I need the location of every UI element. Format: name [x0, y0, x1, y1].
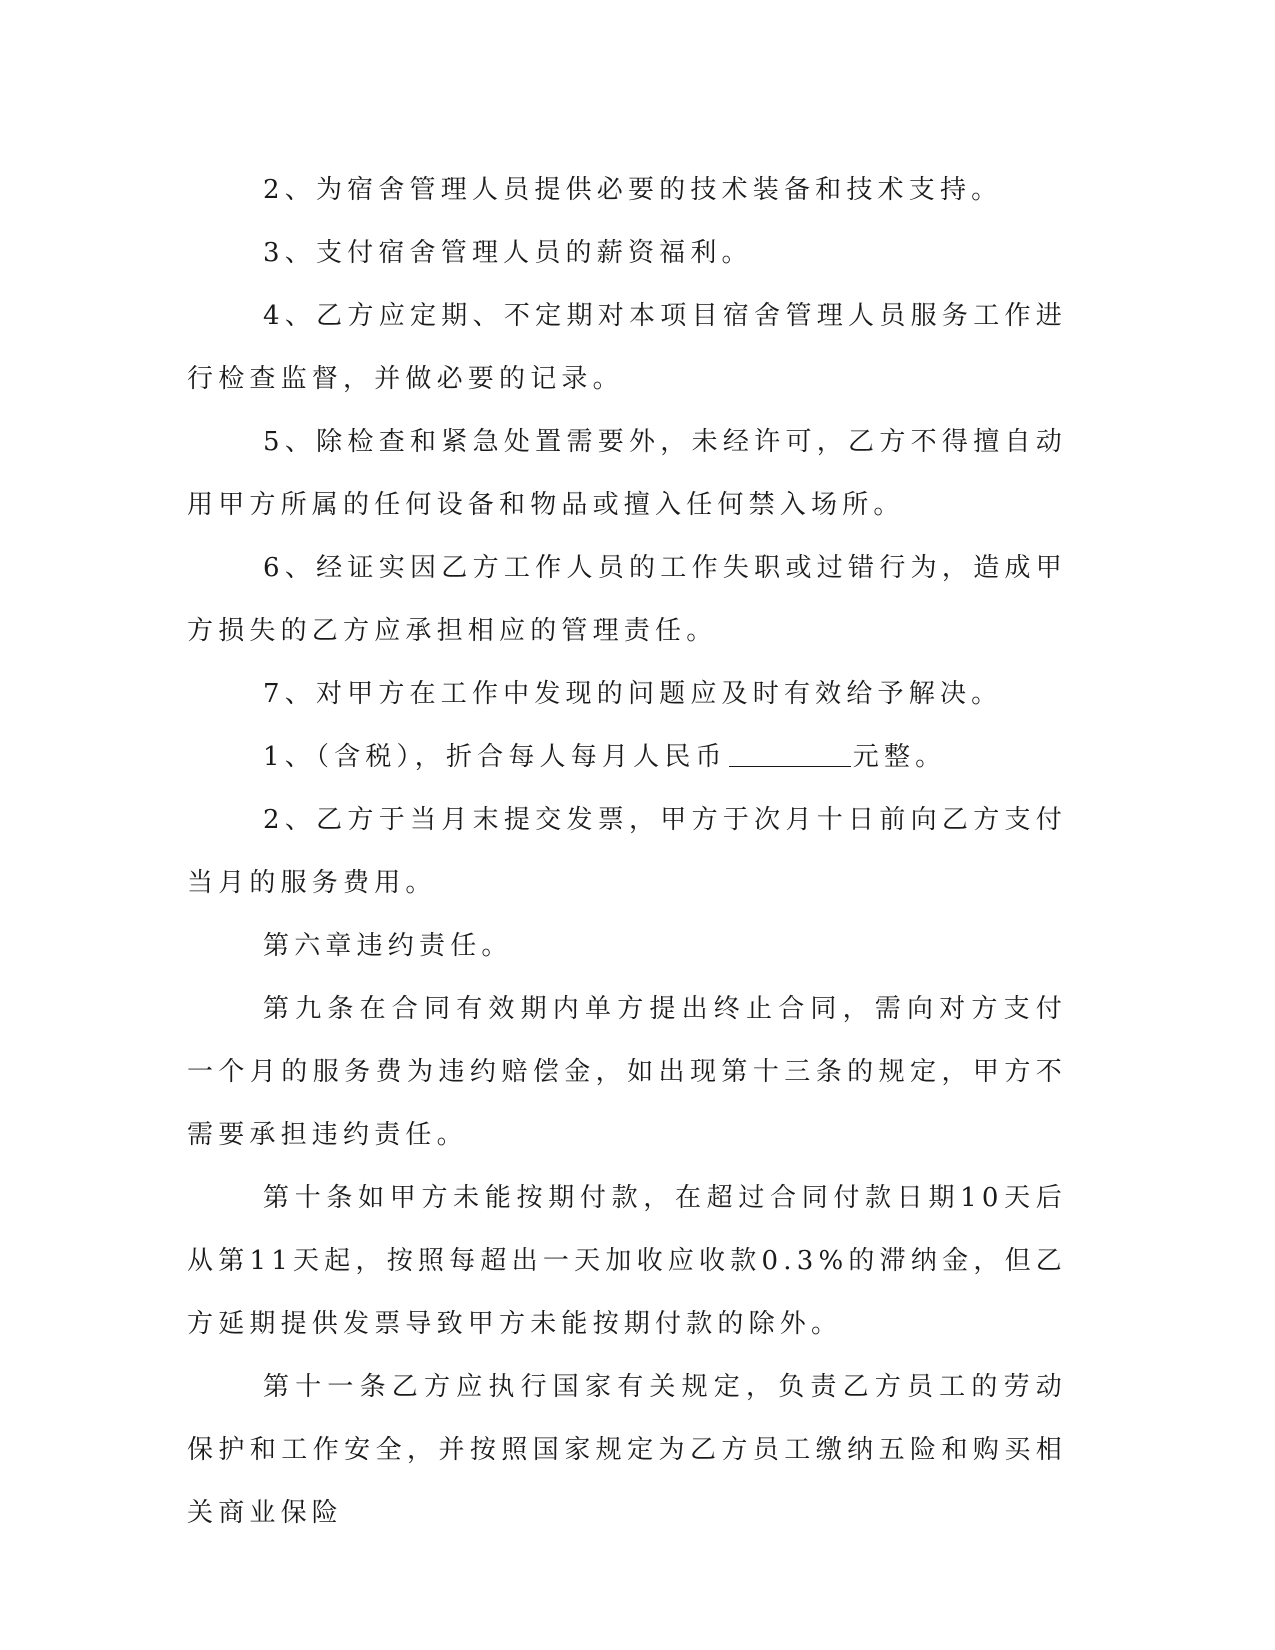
- paragraph-fee-amount: [187, 726, 1067, 789]
- chapter-heading-breach: 第六章违约责任。: [263, 931, 513, 961]
- amount-blank-line: [729, 740, 851, 767]
- paragraph-problem-solving: 7、对甲方在工作中发现的问题应及时有效给予解决。: [263, 679, 1003, 709]
- paragraph-liability: 6、经证实因乙方工作人员的工作失职或过错行为，造成甲方损失的乙方应承担相应的管理责任。: [187, 553, 1067, 646]
- paragraph-invoice: 2、乙方于当月末提交发票，甲方于次月十日前向乙方支付当月的服务费用。: [187, 805, 1067, 898]
- paragraph-pay-salary: 3、支付宿舍管理人员的薪资福利。: [263, 238, 753, 268]
- article-eleven: 第十一条乙方应执行国家有关规定，负责乙方员工的劳动保护和工作安全，并按照国家规定为乙方员工缴纳五险和购买相关商业保险: [187, 1372, 1067, 1528]
- paragraph-provide-equipment: 2、为宿舍管理人员提供必要的技术装备和技术支持。: [263, 175, 1003, 205]
- paragraph-inspection: 4、乙方应定期、不定期对本项目宿舍管理人员服务工作进行检查监督，并做必要的记录。: [187, 301, 1067, 394]
- article-ten: 第十条如甲方未能按期付款，在超过合同付款日期10天后从第11天起，按照每超出一天加收应收款0.3%的滞纳金，但乙方延期提供发票导致甲方未能按期付款的除外。: [187, 1183, 1067, 1339]
- paragraph-equipment-use: 5、除检查和紧急处置需要外，未经许可，乙方不得擅自动用甲方所属的任何设备和物品或擅入任何禁入场所。: [187, 427, 1067, 520]
- fee-text-after: 元整。: [852, 742, 947, 772]
- fee-text-before: 1、（含税），折合每人每月人民币: [263, 742, 727, 772]
- document-body: [187, 159, 1067, 1545]
- article-nine: 第九条在合同有效期内单方提出终止合同，需向对方支付一个月的服务费为违约赔偿金，如出现第十三条的规定，甲方不需要承担违约责任。: [187, 994, 1067, 1150]
